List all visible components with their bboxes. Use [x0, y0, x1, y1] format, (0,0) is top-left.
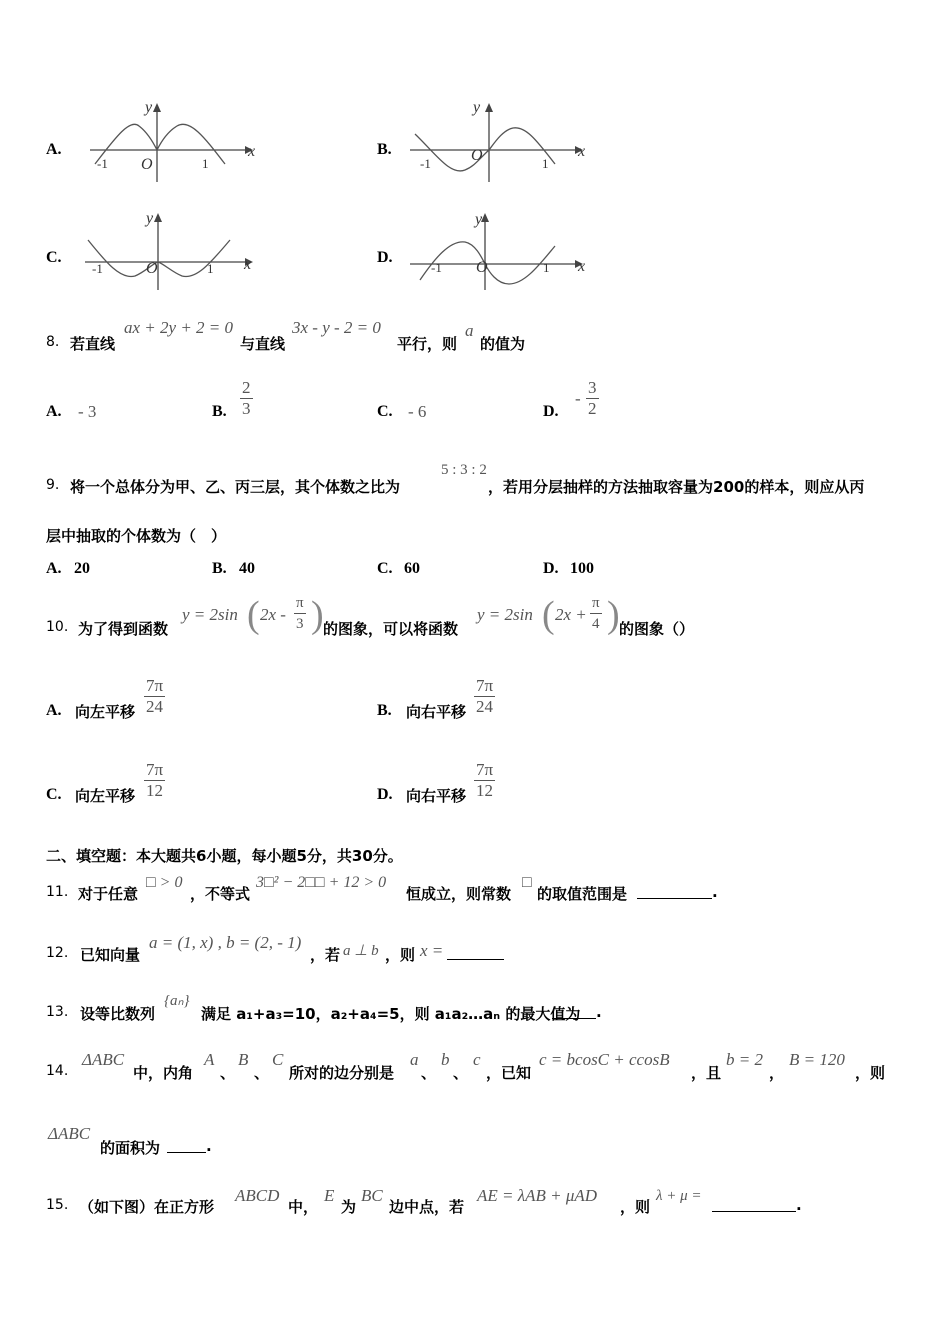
question-number: 12.: [46, 945, 69, 961]
option-label: B.: [212, 560, 227, 577]
question-text: ，若用分层抽样的方法抽取容量为200的样本，则应从丙: [488, 478, 865, 496]
option-value: 100: [570, 560, 594, 577]
question-text: ，且: [691, 1064, 722, 1082]
question-text: ，若: [310, 946, 341, 964]
angle-b-value: B = 120: [789, 1050, 845, 1069]
option-label: B.: [377, 141, 392, 158]
y-axis-label: y: [145, 99, 153, 116]
ask-x: x =: [420, 941, 444, 960]
period: .: [206, 1137, 212, 1155]
question-text: 满足 a₁+a₃=10，a₂+a₄=5，则 a₁a₂…aₙ 的最大值为: [201, 1005, 581, 1023]
option-value: 20: [74, 560, 90, 577]
neg-tick: -1: [92, 261, 103, 276]
question-text: ，不等式: [190, 885, 251, 903]
question-text: 边中点，若: [389, 1198, 465, 1216]
fraction-7pi-24: $\frac{7\pi}{24}$: [476, 676, 494, 716]
question-text: 将一个总体分为甲、乙、丙三层，其个体数之比为: [70, 478, 401, 496]
triangle: ΔABC: [82, 1050, 125, 1069]
y-axis-label: y: [475, 211, 483, 228]
question-text: ，则: [855, 1064, 886, 1082]
option-label: A.: [46, 403, 62, 420]
angle-a: A: [204, 1050, 215, 1069]
equation-line2: 3x - y - 2 = 0: [292, 318, 381, 337]
question-text: 的图象（）: [619, 620, 695, 638]
option-text: 向左平移: [75, 787, 136, 805]
option-label: D.: [543, 560, 559, 577]
question-text: 为: [341, 1198, 357, 1216]
question-number: 10.: [46, 619, 69, 635]
side-bc: BC: [361, 1186, 383, 1205]
x-axis-label: x: [248, 143, 256, 160]
option-label: A.: [46, 141, 62, 158]
fraction-pi-4: $\frac{\pi}{4}$: [592, 595, 600, 632]
pos-tick: 1: [542, 156, 549, 171]
option-value: - 6: [408, 402, 427, 421]
option-value: 40: [239, 560, 255, 577]
question-text: 层中抽取的个体数为（ ）: [46, 527, 227, 545]
pos-tick: 1: [207, 261, 214, 276]
option-label: B.: [377, 702, 392, 719]
question-text: ，则: [385, 946, 416, 964]
question-text: 所对的边分别是: [289, 1064, 395, 1082]
y-axis-label: y: [473, 99, 481, 116]
angle-c: C: [272, 1050, 284, 1069]
pos-tick: 1: [543, 260, 550, 275]
fraction-pi-3: $\frac{\pi}{3}$: [296, 595, 304, 632]
origin: O: [141, 156, 153, 173]
side-a: a: [410, 1050, 419, 1069]
question-text: 的值为: [480, 335, 526, 353]
question-text: 对于任意: [78, 885, 139, 903]
question-text: 的图象，可以将函数: [323, 620, 459, 638]
question-text: 的面积为: [100, 1139, 161, 1157]
question-text: 中，: [288, 1198, 319, 1216]
x-axis-label: x: [578, 143, 586, 160]
vector-equation: AE = λAB + μAD: [477, 1186, 598, 1205]
neg-tick: -1: [420, 156, 431, 171]
option-text: 向右平移: [406, 703, 467, 721]
b-value: b = 2: [726, 1050, 763, 1069]
origin: O: [146, 260, 158, 277]
fraction-2-3: $\frac{2}{3}$: [242, 378, 251, 418]
side-c: c: [473, 1050, 481, 1069]
ask-sum: λ + μ =: [656, 1188, 702, 1204]
question-number: 15.: [46, 1197, 69, 1213]
question-text: ，则: [620, 1198, 651, 1216]
option-value: 60: [404, 560, 420, 577]
question-text: 设等比数列: [80, 1005, 156, 1023]
question-number: 9.: [46, 477, 60, 493]
condition: □ > 0: [146, 874, 183, 891]
fraction-7pi-24: $\frac{7\pi}{24}$: [146, 676, 164, 716]
neg-tick: -1: [431, 260, 442, 275]
angle-b: B: [238, 1050, 249, 1069]
graph-a: [85, 98, 265, 184]
constant: □: [522, 874, 532, 891]
graph-c: [80, 206, 270, 292]
perpendicular: a ⊥ b: [343, 943, 379, 959]
question-text: 平行，则: [397, 335, 458, 353]
question-number: 14.: [46, 1063, 69, 1079]
option-label: C.: [377, 560, 393, 577]
separator: 、: [421, 1064, 437, 1082]
pos-tick: 1: [202, 156, 209, 171]
question-text: 的取值范围是: [537, 885, 628, 903]
function-2-inner: 2x +: [555, 605, 587, 624]
ratio: 5 : 3 : 2: [441, 462, 487, 478]
question-text: （如下图）在正方形: [79, 1198, 215, 1216]
neg-tick: -1: [97, 156, 108, 171]
period: .: [796, 1196, 802, 1214]
function-2: y = 2sin: [477, 605, 533, 624]
option-value: - 3: [78, 402, 97, 421]
question-number: 11.: [46, 884, 69, 900]
question-number: 8.: [46, 334, 60, 350]
vectors: a = (1, x) , b = (2, - 1): [149, 933, 302, 952]
separator: 、: [220, 1064, 236, 1082]
equation-line1: ax + 2y + 2 = 0: [124, 318, 234, 337]
separator: 、: [453, 1064, 469, 1082]
triangle: ΔABC: [48, 1124, 91, 1143]
origin: O: [476, 259, 488, 276]
period: .: [712, 883, 718, 901]
graph-d: [405, 206, 595, 292]
answer-blank[interactable]: [637, 884, 712, 899]
option-label: D.: [543, 403, 559, 420]
comma: ，: [769, 1064, 785, 1082]
question-text: 与直线: [240, 335, 286, 353]
option-text: 向左平移: [75, 703, 136, 721]
question-text: 若直线: [70, 335, 116, 353]
y-axis-label: y: [146, 210, 154, 227]
fraction-7pi-12: $\frac{7\pi}{12}$: [476, 760, 494, 800]
answer-blank[interactable]: [447, 945, 504, 960]
option-label: A.: [46, 560, 62, 577]
origin: O: [471, 147, 483, 164]
question-text: ，已知: [486, 1064, 532, 1082]
question-text: 已知向量: [80, 946, 141, 964]
section-title: 二、填空题：本大题共6小题，每小题5分，共30分。: [46, 847, 403, 865]
graph-b: [405, 98, 595, 184]
x-axis-label: x: [578, 258, 586, 275]
option-text: 向右平移: [406, 787, 467, 805]
answer-blank[interactable]: [552, 1004, 596, 1019]
function-1-inner: 2x -: [260, 605, 286, 624]
point-e: E: [324, 1186, 335, 1205]
side-b: b: [441, 1050, 450, 1069]
inequality: 3□² − 2□□ + 12 > 0: [256, 874, 387, 891]
option-label: C.: [46, 249, 62, 266]
fraction-7pi-12: $\frac{7\pi}{12}$: [146, 760, 164, 800]
sequence: {aₙ}: [164, 993, 190, 1009]
question-number: 13.: [46, 1004, 69, 1020]
option-label: D.: [377, 786, 393, 803]
function-1: y = 2sin: [182, 605, 238, 624]
variable-a: a: [465, 321, 474, 340]
minus-sign: -: [575, 389, 581, 408]
question-text: 中，内角: [133, 1064, 194, 1082]
answer-blank[interactable]: [167, 1138, 206, 1153]
question-text: 为了得到函数: [78, 620, 169, 638]
answer-blank[interactable]: [712, 1197, 796, 1212]
option-label: C.: [46, 786, 62, 803]
option-label: C.: [377, 403, 393, 420]
period: .: [596, 1003, 602, 1021]
square: ABCD: [235, 1186, 280, 1205]
separator: 、: [254, 1064, 270, 1082]
option-label: B.: [212, 403, 227, 420]
fraction-3-2: $\frac{3}{2}$: [588, 378, 597, 418]
x-axis-label: x: [244, 256, 252, 273]
question-text: 恒成立，则常数: [406, 885, 512, 903]
equation: c = bcosC + ccosB: [539, 1050, 670, 1069]
option-label: D.: [377, 249, 393, 266]
option-label: A.: [46, 702, 62, 719]
